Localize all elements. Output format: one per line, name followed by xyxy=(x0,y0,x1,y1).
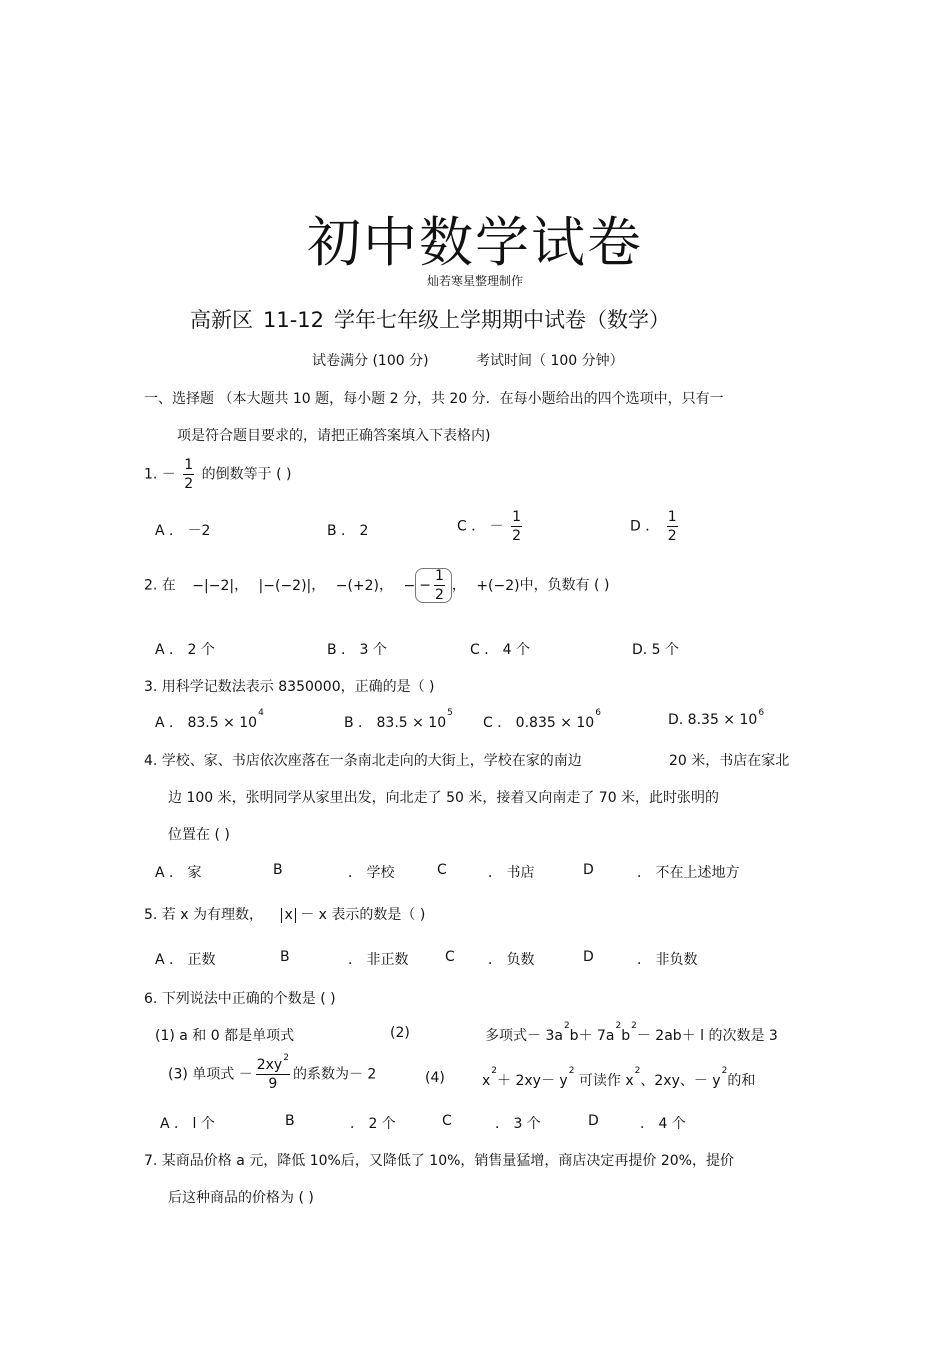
q5-pre: 5. 若 x 为有理数， xyxy=(144,907,263,923)
q2-expr-3: −(+2) xyxy=(335,577,380,594)
q5-tail: － x 表示的数是（ ) xyxy=(300,907,426,923)
q5-option-d-text: ． 非负数 xyxy=(637,952,698,968)
q3-c-exp: 6 xyxy=(595,708,601,718)
q4-option-b-text: ． 学校 xyxy=(348,865,395,881)
q6-s3-num-text: 2xy xyxy=(256,1057,283,1073)
q1-frac-den: 2 xyxy=(184,476,194,492)
question-2: 2. 在 −|−2|， |−(−2)|， −(+2)， − − $\frac{1}{2}$ ， +(−2)中，负数有 ( ) xyxy=(144,568,610,603)
q1-c-den: 2 xyxy=(512,528,522,544)
q1-d-den: 2 xyxy=(667,528,677,544)
q6-option-b-letter: B xyxy=(285,1113,295,1129)
q6-statement-3 xyxy=(168,1053,377,1092)
q6-s4-text: 可读作 x xyxy=(578,1073,634,1089)
q6-option-c-text: ． 3 个 xyxy=(495,1116,541,1132)
q6-s3-den: 9 xyxy=(268,1076,278,1092)
q1-number: 1. － xyxy=(144,466,176,483)
q5-option-c-text: ． 负数 xyxy=(488,952,535,968)
exam-title: 初中数学试卷 xyxy=(307,211,643,274)
q2-expr-1: −|−2| xyxy=(192,577,235,594)
q5-option-b-letter: B xyxy=(280,949,290,965)
q2-number: 2. 在 xyxy=(144,577,176,594)
q4-option-b-letter: B xyxy=(273,862,283,878)
q3-option-c xyxy=(483,708,601,732)
q6-s3-tail: 的系数为－ 2 xyxy=(292,1066,377,1083)
q4-option-a: A ． 家 xyxy=(155,865,202,881)
q3-option-d xyxy=(668,708,765,728)
q5-option-a: A ． 正数 xyxy=(155,952,216,968)
q3-option-a xyxy=(155,708,264,732)
q2-e4-num: 1 xyxy=(434,568,444,584)
exam-subtitle xyxy=(190,304,670,334)
section1-intro-line2: 项是符合题目要求的，请把正确答案填入下表格内) xyxy=(177,428,491,444)
score-info: 试卷满分 (100 分) xyxy=(312,353,429,369)
q6-s3-text: (3) 单项式 － xyxy=(168,1066,253,1083)
q3-c-base: C ． 0.835 × 10 xyxy=(483,715,595,731)
q4-option-d-letter: D xyxy=(583,862,594,878)
q5-abs-x: x xyxy=(281,908,295,923)
maker-credit: 灿若寒星整理制作 xyxy=(426,274,523,288)
q1-fraction xyxy=(183,458,194,491)
q3-a-base: A ． 83.5 × 10 xyxy=(155,715,258,731)
q2-expr-5: +(−2) xyxy=(476,577,520,594)
time-info: 考试时间（ 100 分钟） xyxy=(476,353,624,369)
section1-intro-line1: 一、选择题 （本大题共 10 题，每小题 2 分，共 20 分．在每小题给出的四个选项中，只有一 xyxy=(144,391,724,407)
q1-option-a: A ． －2 xyxy=(155,523,211,539)
q2-expr-4-sign: − xyxy=(403,577,416,594)
q1-option-c xyxy=(457,510,525,543)
q6-option-b-text: ． 2 个 xyxy=(350,1116,396,1132)
subtitle-text: 学年七年级上学期期中试卷（数学） xyxy=(334,308,671,332)
q6-s2-text: 多项式－ 3a xyxy=(485,1028,563,1044)
question-7-line1: 7. 某商品价格 a 元，降低 10%后，又降低了 10%，销售量猛增，商店决定再提价 20%，提价 xyxy=(144,1153,734,1169)
q6-option-d-text: ． 4 个 xyxy=(640,1116,686,1132)
q2-expr-2: |−(−2)| xyxy=(258,577,312,594)
q2-tail: 中，负数有 ( ) xyxy=(519,577,610,594)
question-5 xyxy=(144,904,425,924)
q1-text: 的倒数等于 ( ) xyxy=(201,466,292,483)
q3-b-base: B ． 83.5 × 10 xyxy=(344,715,447,731)
q2-option-c: C ． 4 个 xyxy=(470,642,531,658)
q6-s3-num: $2xy^2$ xyxy=(256,1053,289,1073)
question-7-line2: 后这种商品的价格为 ( ) xyxy=(168,1190,314,1206)
q3-a-exp: 4 xyxy=(258,708,264,718)
q5-option-b-text: ． 非正数 xyxy=(348,952,409,968)
q6-statement-2: 多项式－ $3a^2b+ 7a^2b^2- 2ab+ l$ 的次数是 3 xyxy=(485,1021,778,1044)
question-1 xyxy=(144,458,291,491)
q6-statement-1: (1) a 和 0 都是单项式 xyxy=(155,1028,295,1044)
q2-option-d: D. 5 个 xyxy=(632,642,680,658)
question-4-line3: 位置在 ( ) xyxy=(168,827,230,843)
subtitle-year: 11-12 xyxy=(263,308,325,332)
q6-option-a: A ． l 个 xyxy=(160,1116,215,1132)
q1-c-label: C ． － xyxy=(457,518,504,535)
q3-option-b xyxy=(344,708,453,732)
q5-option-d-letter: D xyxy=(583,949,594,965)
question-4-line2: 边 100 米，张明同学从家里出发，向北走了 50 米，接着又向南走了 70 米，此时张明的 xyxy=(168,790,720,806)
q3-d-exp: 6 xyxy=(758,708,765,718)
q6-statement-4-label: (4) xyxy=(425,1070,445,1086)
q2-expr-4: − $\frac{1}{2}$ xyxy=(415,568,452,603)
question-4-line1a: 4. 学校、家、书店依次座落在一条南北走向的大街上，学校在家的南边 xyxy=(144,753,582,769)
q1-d-label: D ． xyxy=(630,518,660,535)
q4-option-c-text: ． 书店 xyxy=(488,865,535,881)
question-3: 3. 用科学记数法表示 8350000，正确的是（ ) xyxy=(144,679,435,695)
q2-e4-den: 2 xyxy=(434,587,444,603)
question-4-line1b: 20 米，书店在家北 xyxy=(669,753,790,769)
q1-option-d xyxy=(630,510,681,543)
q6-option-c-letter: C xyxy=(442,1113,452,1129)
q6-statement-4: $x^2+ 2xy- y^2$ 可读作 $x^2$、2xy、－ $y^2$的和 xyxy=(482,1066,756,1089)
q3-d-base: D. 8.35 × 10 xyxy=(668,712,758,728)
q3-b-exp: 5 xyxy=(447,708,453,718)
q1-frac-num: 1 xyxy=(184,457,194,473)
q2-option-b: B ． 3 个 xyxy=(327,642,387,658)
q5-option-c-letter: C xyxy=(445,949,455,965)
q4-option-c-letter: C xyxy=(437,862,447,878)
q4-option-d-text: ． 不在上述地方 xyxy=(637,865,740,881)
q1-option-b: B ． 2 xyxy=(327,523,369,539)
q6-option-d-letter: D xyxy=(588,1113,599,1129)
q6-statement-2-label: (2) xyxy=(390,1025,410,1041)
q1-d-num: 1 xyxy=(667,509,677,525)
q2-option-a: A ． 2 个 xyxy=(155,642,215,658)
question-6: 6. 下列说法中正确的个数是 ( ) xyxy=(144,991,336,1007)
q1-c-num: 1 xyxy=(512,509,522,525)
subtitle-district: 高新区 xyxy=(190,308,253,332)
